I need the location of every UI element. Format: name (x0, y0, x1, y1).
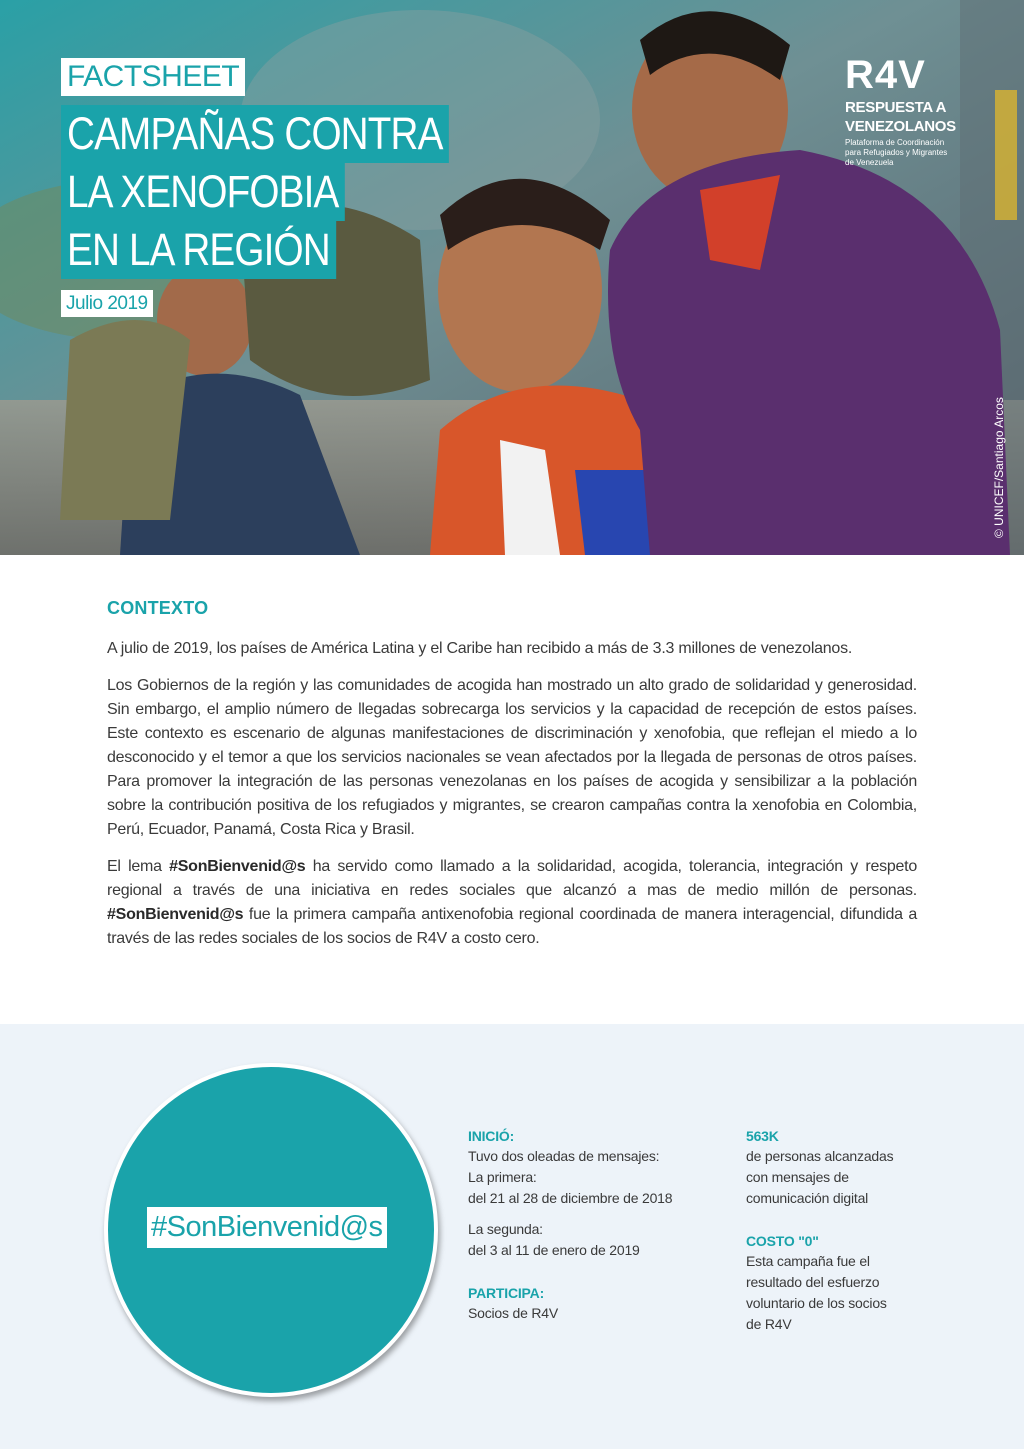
logo-mark: R4V (845, 53, 926, 97)
photo-credit: © UNICEF/Santiago Arcos (992, 397, 1006, 538)
factsheet-tag: FACTSHEET (61, 58, 245, 96)
reach-line-3: comunicación digital (746, 1190, 869, 1206)
logo-sub-line-1: Plataforma de Coordinación (845, 138, 945, 147)
title-line-3: EN LA REGIÓN (61, 221, 336, 279)
inicio-line-4: La segunda: (468, 1221, 543, 1237)
campaign-hashtag: #SonBienvenid@s (147, 1207, 387, 1248)
logo-name-line-2: VENEZOLANOS (845, 118, 956, 135)
r4v-logo (845, 55, 970, 168)
cost-line-1: Esta campaña fue el (746, 1253, 870, 1269)
cost-label: COSTO "0" (746, 1233, 819, 1249)
logo-sub-line-3: de Venezuela (845, 158, 894, 167)
context-section (107, 598, 917, 951)
context-paragraph-2: Los Gobiernos de la región y las comunidades de acogida han mostrado un alto grado de solidaridad y generosidad. Sin embargo, el amplio número de llegadas sobrecarga los servicios y la capacidad de recepción de estos países. Este contexto es escenario de algunas manifestaciones de discriminación y xenofobia, que reflejan el miedo a lo desconocido y el temor a que los servicios nacionales se vean afectados por la llegada de personas de otros países. Para promover la integración de las personas venezolanas en los países de acogida y sensibilizar a la población sobre la contribución positiva de los refugiados y migrantes, se crearon campañas contra la xenofobia en Colombia, Perú, Ecuador, Panamá, Costa Rica y Brasil. (107, 677, 917, 838)
participa-label: PARTICIPA: (468, 1285, 545, 1301)
page-title (61, 105, 512, 279)
reach-line-2: con mensajes de (746, 1169, 849, 1185)
inicio-label: INICIÓ: (468, 1128, 515, 1144)
cost-line-2: resultado del esfuerzo (746, 1274, 880, 1290)
reach-label: 563K (746, 1128, 779, 1144)
participa-text: Socios de R4V (468, 1305, 559, 1321)
p3-text-b: ha servido como llamado a la solidaridad, acogida, tolerancia, integración y respeto regional a través de una iniciativa en redes sociales que alcanzó a mas de medio millón de personas. (107, 858, 918, 899)
context-heading: CONTEXTO (107, 598, 209, 618)
campaign-info-right (746, 1126, 926, 1335)
p3-hashtag-1: #SonBienvenid@s (169, 858, 306, 875)
p3-hashtag-2: #SonBienvenid@s (107, 906, 244, 923)
hero-banner (0, 0, 1024, 555)
inicio-line-3: del 21 al 28 de diciembre de 2018 (468, 1190, 673, 1206)
reach-line-1: de personas alcanzadas (746, 1148, 894, 1164)
date-tag: Julio 2019 (61, 290, 153, 317)
cost-line-4: de R4V (746, 1316, 792, 1332)
title-line-2: LA XENOFOBIA (61, 163, 344, 221)
context-paragraph-1: A julio de 2019, los países de América Latina y el Caribe han recibido a más de 3.3 millones de venezolanos. (107, 640, 853, 657)
logo-name-line-1: RESPUESTA A (845, 99, 947, 116)
p3-text-c: fue la primera campaña antixenofobia regional coordinada de manera interagencial, difundida a través de las redes sociales de los socios de R4V a costo cero. (107, 906, 917, 947)
cost-line-3: voluntario de los socios (746, 1295, 887, 1311)
inicio-line-1: Tuvo dos oleadas de mensajes: (468, 1148, 660, 1164)
context-paragraph-3 (107, 855, 917, 951)
logo-sub-line-2: para Refugiados y Migrantes (845, 148, 948, 157)
inicio-line-5: del 3 al 11 de enero de 2019 (468, 1242, 640, 1258)
campaign-info-left (468, 1126, 718, 1324)
title-line-1: CAMPAÑAS CONTRA (61, 105, 449, 163)
inicio-line-2: La primera: (468, 1169, 537, 1185)
p3-text-a: El lema (107, 858, 170, 875)
